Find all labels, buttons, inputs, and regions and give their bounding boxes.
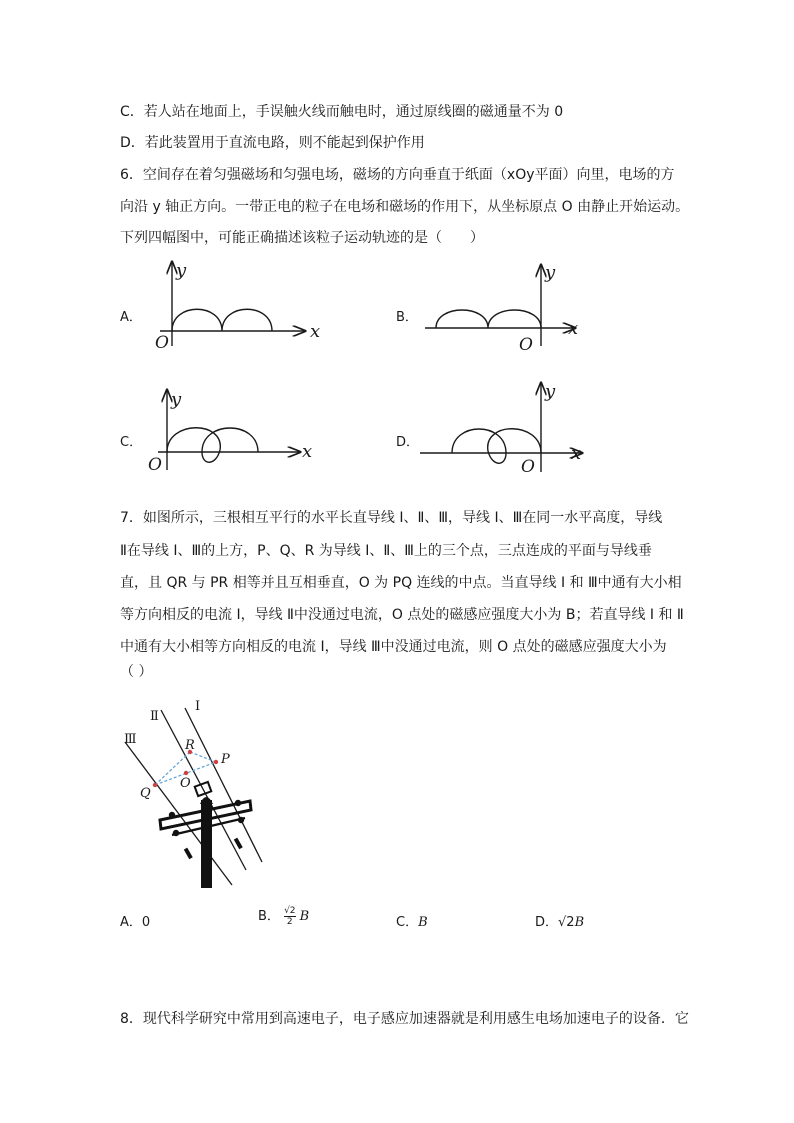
q6-option-a-label: A． — [120, 310, 142, 325]
q7-choice-d — [535, 911, 584, 930]
origin-label: O — [519, 335, 533, 355]
q6-option-c-label: C． — [120, 435, 143, 450]
point-p — [214, 760, 218, 764]
pole — [201, 800, 212, 888]
insulator — [238, 817, 244, 823]
q7-choice-a: A．0 — [120, 915, 151, 930]
q6-option-b-label: B． — [396, 310, 418, 325]
x-axis-label: x — [571, 443, 582, 464]
insulator — [173, 830, 179, 836]
point-o-label: O — [180, 776, 191, 791]
origin-label: O — [155, 333, 169, 353]
y-axis-label: y — [545, 262, 556, 283]
fraction — [284, 906, 295, 927]
x-axis-label: x — [568, 318, 579, 339]
point-o — [184, 771, 188, 775]
q7-choice-c — [396, 911, 428, 930]
q6-stem-line-2: 向沿 y 轴正方向。一带正电的粒子在电场和磁场的作用下，从坐标原点 O 由静止开始运动。 — [120, 199, 690, 215]
q5-option-c: C．若人站在地面上，手误触火线而触电时，通过原线圈的磁通量不为 0 — [120, 104, 564, 120]
wire-2-label: Ⅱ — [150, 709, 159, 724]
point-q-label: Q — [140, 786, 151, 801]
q7-choice-d-variable: B — [574, 915, 585, 930]
y-axis-label: y — [176, 260, 187, 281]
wire-mark — [234, 838, 243, 850]
origin-label: O — [521, 457, 535, 477]
x-axis-label: x — [302, 441, 313, 462]
wire-mark — [184, 848, 193, 860]
q7-choice-c-prefix: C． — [396, 915, 419, 930]
insulator — [235, 800, 241, 806]
wire-1-label: Ⅰ — [195, 699, 201, 714]
insulator — [169, 812, 175, 818]
x-axis-label: x — [310, 321, 321, 342]
y-axis-label: y — [545, 381, 556, 402]
segment-rp — [190, 752, 216, 762]
q6-stem-line-1: 6．空间存在着匀强磁场和匀强电场，磁场的方向垂直于纸面（xOy平面）向里，电场的方 — [120, 167, 675, 183]
q7-choice-c-variable: B — [418, 915, 428, 930]
q5-option-d: D．若此装置用于直流电路，则不能起到保护作用 — [120, 135, 425, 151]
q8-stem-line-1: 8．现代科学研究中常用到高速电子，电子感应加速器就是利用感生电场加速电子的设备．它 — [120, 1011, 689, 1027]
q7-stem-line-6: （ ） — [120, 664, 153, 680]
wire-3-label: Ⅲ — [124, 732, 137, 747]
q7-stem-line-3: 直，且 QR 与 PR 相等并且互相垂直，O 为 PQ 连线的中点。当直导线 Ⅰ 和 Ⅲ中通有大小相 — [120, 575, 682, 591]
q7-choice-d-root: √2 — [558, 915, 575, 930]
y-axis-label: y — [171, 389, 182, 410]
fraction-denominator: 2 — [286, 917, 293, 927]
q7-choice-b-prefix: B． — [258, 909, 280, 924]
q7-stem-line-1: 7．如图所示，三根相互平行的水平长直导线 Ⅰ、Ⅱ、Ⅲ，导线 Ⅰ、Ⅲ在同一水平高度，导线 — [120, 510, 663, 526]
fraction-numerator: √2 — [284, 906, 296, 916]
q7-choice-b — [258, 905, 309, 927]
point-q — [153, 783, 157, 787]
point-p-label: P — [221, 752, 230, 767]
q7-choice-d-prefix: D． — [535, 915, 559, 930]
origin-label: O — [148, 455, 162, 475]
q6-stem-line-3: 下列四幅图中，可能正确描述该粒子运动轨迹的是（ ） — [120, 230, 484, 246]
q7-choice-b-variable: B — [299, 909, 310, 924]
q7-stem-line-5: 中通有大小相等方向相反的电流 I，导线 Ⅲ中没通过电流，则 O 点处的磁感应强度大小为 — [120, 639, 667, 655]
q7-stem-line-2: Ⅱ在导线 Ⅰ、Ⅲ的上方，P、Q、R 为导线 Ⅰ、Ⅱ、Ⅲ上的三个点，三点连成的平面与导线垂 — [120, 543, 652, 559]
point-r-label: R — [185, 738, 195, 753]
q7-stem-line-4: 等方向相反的电流 I，导线 Ⅱ中没通过电流，O 点处的磁感应强度大小为 B；若直导线 Ⅰ 和 Ⅱ — [120, 607, 684, 623]
q6-option-d-label: D． — [396, 435, 420, 450]
